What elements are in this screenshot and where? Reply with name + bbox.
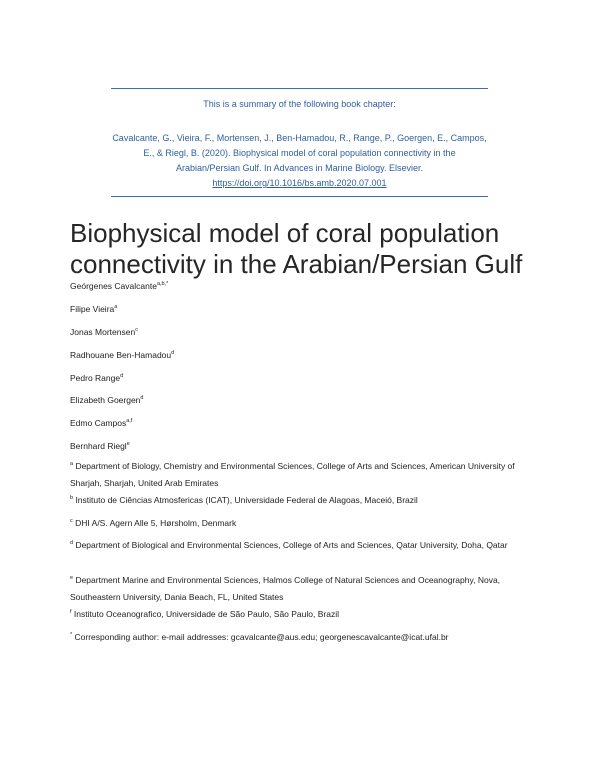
- author-sup: a,f: [126, 418, 133, 425]
- author-sup: d: [140, 395, 144, 402]
- author-name: Edmo Campos$^{a,f}$: [70, 418, 133, 428]
- affiliation-sup: e: [70, 575, 74, 582]
- affiliation: $^b$ Instituto de Ciências Atmosfericas (ICAT), Universidade Federal de Alagoas, Maceió, Brazil: [70, 495, 418, 505]
- citation-text: Cavalcante, G., Vieira, F., Mortensen, J., Ben-Hamadou, R., Range, P., Goergen, E., Campos, E., & Riegl, B. (2020). Biophysical model of coral population connectivity in the Arabian/Persian Gulf. In Advances in Marine Biology. Elsevier.: [112, 133, 487, 173]
- affiliation-sup: f: [70, 609, 72, 616]
- page-title: Biophysical model of coral population connectivity in the Arabian/Persian Gulf: [70, 218, 523, 279]
- citation: [111, 131, 488, 191]
- author-name: Bernhard Riegl$^e$: [70, 441, 130, 451]
- bottom-rule: [111, 196, 488, 197]
- affiliation: $^d$ Department of Biological and Environmental Sciences, College of Arts and Sciences, Qatar University, Doha, Qatar: [70, 540, 508, 550]
- author-name: Elizabeth Goergen$^d$: [70, 395, 144, 405]
- affiliation: $^f$ Instituto Oceanografico, Universidade de São Paulo, São Paulo, Brazil: [70, 609, 339, 619]
- author-name: Radhouane Ben-Hamadou$^d$: [70, 350, 175, 360]
- affiliation: * Corresponding author: e-mail addresses: gcavalcante@aus.edu; georgenescavalcante@icat.ufal.br: [70, 632, 449, 642]
- affiliation: $^c$ DHI A/S. Agern Alle 5, Hørsholm, Denmark: [70, 518, 237, 528]
- affiliation: $^a$ Department of Biology, Chemistry and Environmental Sciences, College of Arts and Sciences, American University of Sharjah, Sharjah, United Arab Emirates: [70, 461, 515, 488]
- affiliation-sup: *: [70, 632, 73, 639]
- author-sup: a: [114, 304, 118, 311]
- author-sup: e: [126, 441, 130, 448]
- author-name: Filipe Vieira$^a$: [70, 304, 118, 314]
- doi-link[interactable]: https://doi.org/10.1016/bs.amb.2020.07.001: [212, 178, 387, 188]
- author-name: Geórgenes Cavalcante$^{a,b,*}$: [70, 281, 169, 291]
- summary-intro: This is a summary of the following book chapter:: [203, 99, 396, 109]
- affiliation-sup: c: [70, 518, 73, 525]
- author-sup: c: [135, 327, 138, 334]
- top-rule: [111, 88, 488, 89]
- author-sup: a,b,*: [156, 281, 169, 288]
- affiliation: $^e$ Department Marine and Environmental Sciences, Halmos College of Natural Sciences and Oceanography, Nova, Southeastern University, Dania Beach, FL, United States: [70, 575, 501, 602]
- affiliation-sup: b: [70, 495, 74, 502]
- author-name: Jonas Mortensen$^c$: [70, 327, 138, 337]
- affiliation-sup: d: [70, 540, 74, 547]
- author-sup: d: [120, 373, 124, 380]
- author-name: Pedro Range$^d$: [70, 373, 124, 383]
- author-sup: d: [171, 350, 175, 357]
- affiliation-sup: a: [70, 461, 74, 468]
